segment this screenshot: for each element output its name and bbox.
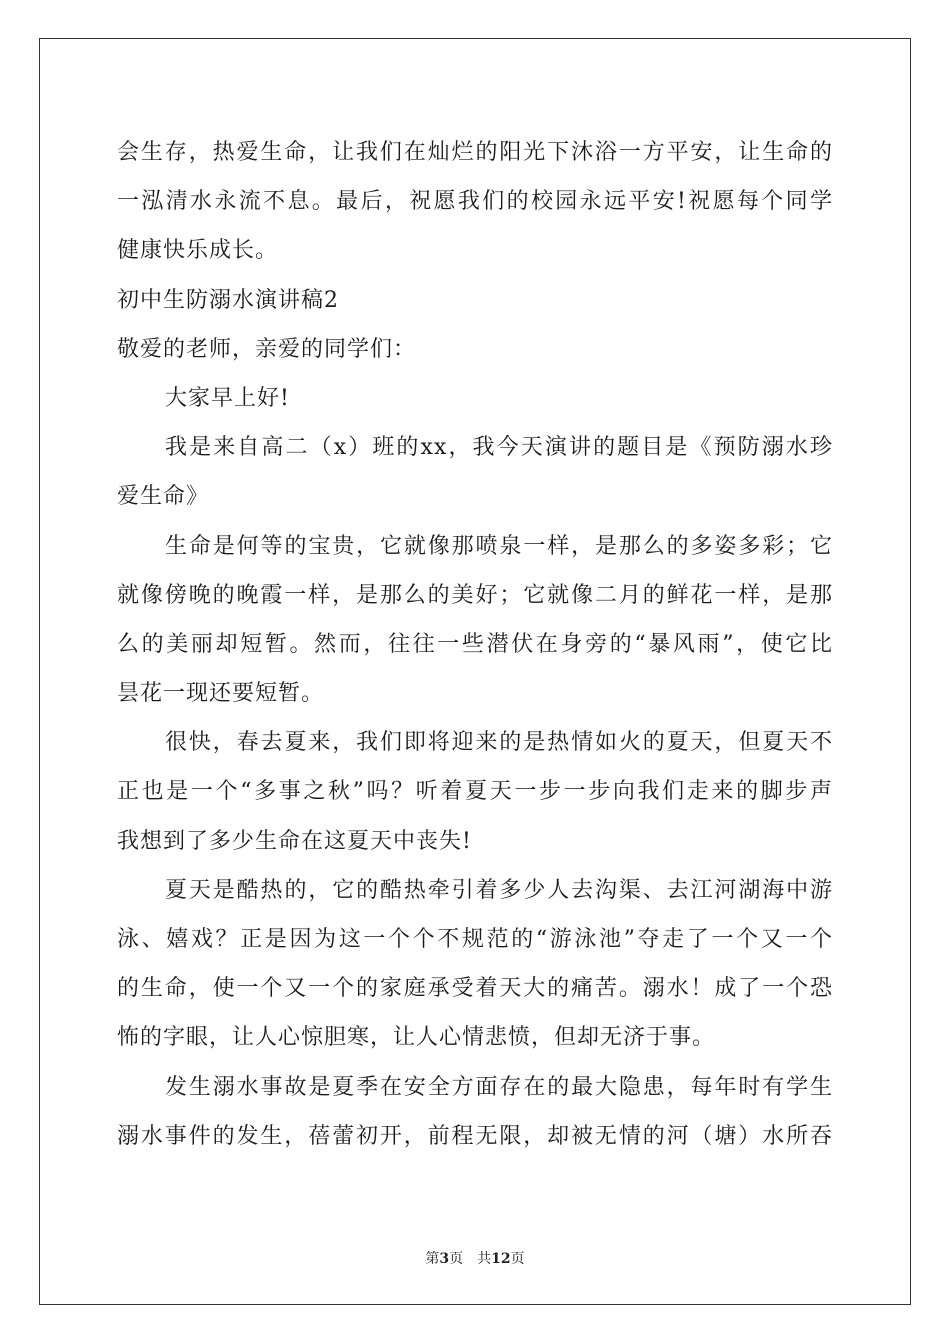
text-line: 正也是一个“多事之秋”吗？听着夏天一步一步向我们走来的脚步声 [117,779,833,805]
text-line: 健康快乐成长。 [117,238,279,264]
text-line: 夏天是酷热的，它的酷热牵引着多少人去沟渠、去江河湖海中游 [165,877,833,903]
footer-total-prefix: 共 [477,1251,492,1267]
page-footer [0,1248,950,1268]
text-line: 敬爱的老师，亲爱的同学们： [117,336,417,362]
text-line: 的生命，使一个又一个的家庭承受着天大的痛苦。溺水！成了一个恐 [117,976,833,1002]
text-line: 怖的字眼，让人心惊胆寒，让人心情悲愤，但却无济于事。 [117,1025,716,1051]
footer-total-suffix: 页 [510,1251,525,1267]
text-line: 发生溺水事故是夏季在安全方面存在的最大隐患，每年时有学生 [165,1074,833,1100]
text-line: 泳、嬉戏？正是因为这一个个不规范的“游泳池”夺走了一个又一个 [117,927,833,952]
footer-total-number: 12 [491,1251,511,1267]
text-line: 昙花一现还要短暂。 [117,681,325,707]
footer-page-prefix: 第 [425,1251,440,1267]
footer-page-number: 3 [439,1251,450,1267]
text-line: 初中生防溺水演讲稿2 [117,287,339,313]
text-line: 溺水事件的发生，蓓蕾初开，前程无限，却被无情的河（塘）水所吞 [117,1123,833,1149]
text-line: 么的美丽却短暂。然而，往往一些潜伏在身旁的“暴风雨”，使它比 [117,631,833,657]
text-line: 爱生命》 [117,484,210,510]
text-line: 大家早上好! [165,385,290,411]
text-line: 就像傍晚的晚霞一样，是那么的美好；它就像二月的鲜花一样，是那 [117,582,833,608]
text-line: 很快，春去夏来，我们即将迎来的是热情如火的夏天，但夏天不 [165,730,833,756]
document-body [117,128,833,1161]
text-line: 会生存，热爱生命，让我们在灿烂的阳光下沐浴一方平安，让生命的 [117,140,833,165]
text-line: 我想到了多少生命在这夏天中丧失! [117,828,472,854]
text-line: 一泓清水永流不息。最后，祝愿我们的校园永远平安!祝愿每个同学 [117,189,833,215]
text-line: 我是来自高二（x）班的xx，我今天演讲的题目是《预防溺水珍 [165,435,833,461]
text-line: 生命是何等的宝贵，它就像那喷泉一样，是那么的多姿多彩；它 [165,533,833,559]
footer-page-suffix: 页 [449,1251,464,1267]
